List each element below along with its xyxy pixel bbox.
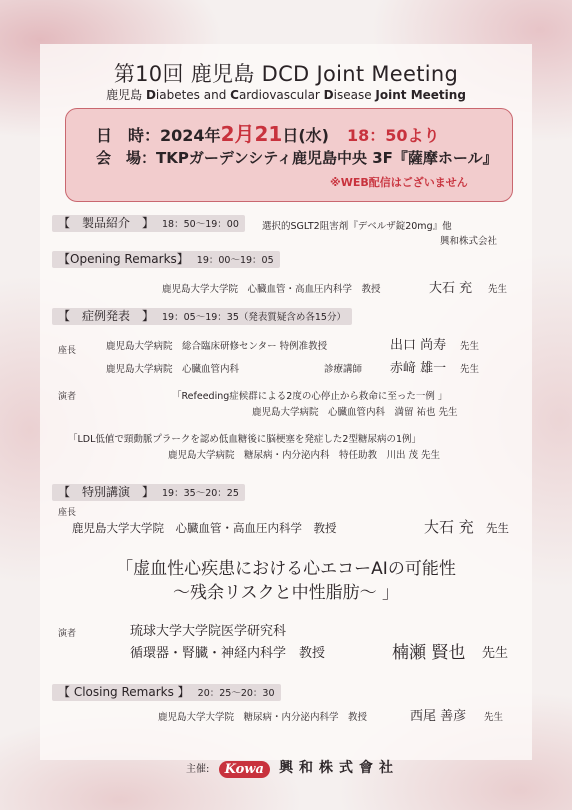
cases-chair2-affiliation: 鹿児島大学病院 心臓血管内科 xyxy=(106,364,240,375)
speaker-name: 楠瀬 賢也 xyxy=(392,643,466,663)
talk2-title: 「LDL低値で頸動脈プラークを認め低血糖後に脳梗塞を発症した2型糖尿病の1例」 xyxy=(68,434,421,445)
cases-chair2-name: 赤﨑 雄一 xyxy=(390,361,447,376)
lecture-title-line1: 「虚血性心疾患における心エコーAIの可能性 xyxy=(116,559,456,579)
closing-name: 西尾 善彦 xyxy=(410,709,467,724)
speaker-affiliation-1: 琉球大学大学院医学研究科 xyxy=(130,624,287,639)
closing-honorific: 先生 xyxy=(484,712,504,723)
cases-chair1-affiliation: 鹿児島大学病院 総合臨床研修センター 特例准教授 xyxy=(106,341,328,352)
opening-honorific: 先生 xyxy=(488,284,508,295)
special-speaker-label: 演者 xyxy=(58,629,77,639)
closing-affiliation: 鹿児島大学大学院 糖尿病・内分泌内科学 教授 xyxy=(158,712,368,723)
cases-chair1-name: 出口 尚寿 xyxy=(390,338,447,353)
cases-chair2-role: 診療講師 xyxy=(324,364,363,375)
opening-affiliation: 鹿児島大学大学院 心臓血管・高血圧内科学 教授 xyxy=(162,284,381,295)
product-desc: 選択的SGLT2阻害剤『デベルザ錠20mg』他 xyxy=(262,221,452,232)
kowa-logo: Kowa xyxy=(219,761,270,778)
web-note: ※WEB配信はございません xyxy=(330,176,468,189)
speaker-affiliation-2: 循環器・腎臓・神経内科学 教授 xyxy=(130,646,326,661)
sponsor-line: 主催: Kowa 興和株式會社 xyxy=(186,760,400,777)
special-heading: 【 特別講演 】 19：35～20：25 xyxy=(52,484,245,501)
product-company: 興和株式会社 xyxy=(440,236,498,247)
special-chair-label: 座長 xyxy=(58,508,77,518)
talk1-title: 「Refeeding症候群による2度の心停止から救命に至った一例 」 xyxy=(172,391,448,402)
opening-name: 大石 充 xyxy=(429,281,473,296)
cases-chair-label: 座長 xyxy=(58,346,77,356)
talk2-affiliation: 鹿児島大学病院 糖尿病・内分泌内科 特任助教 川出 茂 先生 xyxy=(168,450,441,461)
page-subtitle: 鹿児島 Diabetes and Cardiovascular Disease Joint Meeting xyxy=(106,88,466,102)
special-chair-affiliation: 鹿児島大学大学院 心臓血管・高血圧内科学 教授 xyxy=(72,521,337,535)
closing-heading: 【 Closing Remarks 】 20：25～20：30 xyxy=(52,684,281,701)
lecture-title-line2: ～残余リスクと中性脂肪～ 」 xyxy=(172,583,400,603)
sponsor-company: 興和株式會社 xyxy=(279,760,400,776)
event-date: 日 時：2024年2月21日(水) 18：50より xyxy=(96,122,440,146)
talk1-affiliation: 鹿児島大学病院 心臓血管内科 満留 祐也 先生 xyxy=(252,407,458,418)
event-time: 18：50より xyxy=(346,126,440,145)
cases-heading: 【 症例発表 】 19：05～19：35（発表質疑含め各15分） xyxy=(52,308,352,325)
special-chair-honorific: 先生 xyxy=(486,521,509,535)
page-title: 第10回 鹿児島 DCD Joint Meeting xyxy=(113,62,459,86)
opening-heading: 【Opening Remarks】 19：00～19：05 xyxy=(52,251,280,268)
special-chair-name: 大石 充 xyxy=(424,518,474,536)
cases-speaker-label: 演者 xyxy=(58,392,77,402)
event-venue: 会 場：TKPガーデンシティ鹿児島中央 3F『薩摩ホール』 xyxy=(96,149,498,167)
cases-chair1-honorific: 先生 xyxy=(460,341,480,352)
product-heading: 【 製品紹介 】 18：50～19：00 xyxy=(52,215,245,232)
speaker-honorific: 先生 xyxy=(482,646,509,661)
cases-chair2-honorific: 先生 xyxy=(460,364,480,375)
